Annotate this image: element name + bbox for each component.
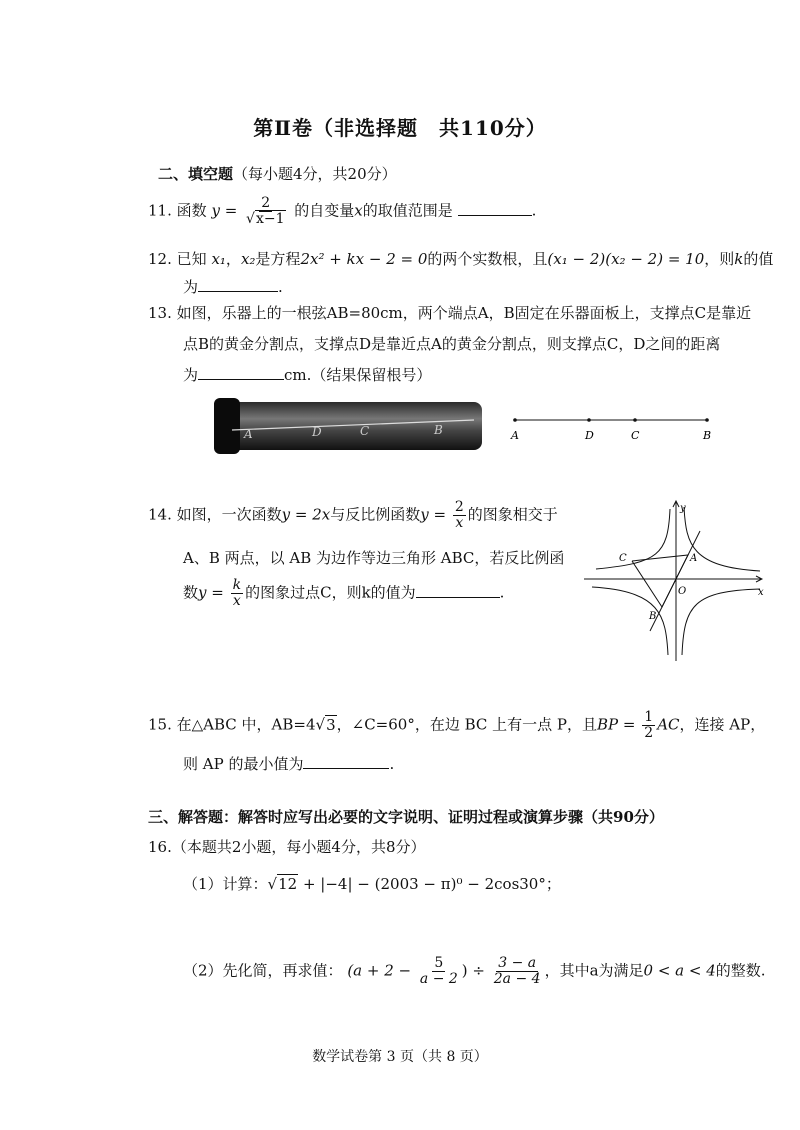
q12-answer-blank[interactable]: [198, 277, 278, 292]
q12-number: 12.: [148, 250, 172, 268]
question-13: [148, 302, 751, 323]
q16-p2-f2-den: 2a − 4: [493, 971, 541, 987]
q14-frac2-num: k: [232, 577, 242, 593]
instrument-photo: [212, 392, 487, 462]
q14-text-a: 如图，一次函数: [176, 505, 282, 524]
q16-p2-fraction-1: [418, 956, 460, 987]
q16-part-2: [183, 956, 766, 987]
q11-answer-blank[interactable]: [458, 201, 532, 216]
q14-y-eq-2: y =: [198, 583, 224, 602]
function-graph: [582, 495, 772, 665]
q16-p1-label: （1）计算：: [183, 875, 268, 893]
q15-frac-num: 1: [644, 709, 654, 725]
point-c: [633, 418, 637, 422]
segment-diagram: [505, 410, 725, 450]
q12-text-b: 是方程: [255, 250, 301, 268]
q16-p1-rest: + |−4| − (2003 − π)⁰ − 2cos30°；: [298, 875, 561, 893]
q16-p2-label: （2）先化简，再求值：: [183, 961, 343, 980]
q11-eq: =: [219, 201, 243, 220]
q15-fraction: [642, 710, 655, 741]
photo-label-d: D: [312, 425, 322, 439]
q15-end: .: [389, 755, 395, 773]
q14-text-b: 与反比例函数: [330, 505, 421, 524]
q14-line3-a: 数: [183, 583, 199, 602]
q15-ac: AC: [657, 715, 680, 734]
q16-part-1: （1）计算：√12 + |−4| − (2003 − π)⁰ − 2cos30°；: [183, 875, 561, 893]
q16-p2-f1-num: 5: [434, 955, 444, 971]
q16-note: （本题共2小题，每小题4分，共8分）: [171, 838, 426, 856]
q16-p2-fraction-2: [492, 956, 543, 987]
hyperbola-2-q3: [592, 587, 668, 655]
q16-p2-f1-den: a − 2: [419, 971, 458, 987]
q11-x: x: [354, 201, 363, 220]
q11-number: 11.: [148, 201, 172, 220]
q15-text-a: 在△ABC 中，AB=4: [176, 715, 316, 734]
photo-label-c: C: [360, 424, 370, 438]
q15-line2-text: 则 AP 的最小值为: [183, 755, 304, 773]
q16-p2-f2-num: 3 − a: [498, 955, 537, 971]
q11-frac-den: √x−1: [246, 211, 285, 227]
q13-answer-blank[interactable]: [198, 365, 284, 380]
q11-end: .: [531, 201, 537, 220]
triangle-abc: [632, 555, 688, 607]
page-footer: 数学试卷第 3 页（共 8 页）: [312, 1049, 488, 1065]
section-3-heading: 三、解答题：解答时应写出必要的文字说明、证明过程或演算步骤（共90分）: [148, 808, 664, 826]
q12-comma: ，: [225, 250, 241, 268]
q12-equation-2: (x₁ − 2)(x₂ − 2) = 10: [547, 250, 705, 268]
graph-label-c: C: [619, 553, 627, 564]
q11-y: y: [211, 201, 220, 220]
q13-line2: 点B的黄金分割点，支撑点D是靠近点A的黄金分割点，则支撑点C，D之间的距离: [183, 335, 721, 353]
q15-bp: BP =: [597, 715, 636, 734]
q11-text-pre: 函数: [176, 201, 207, 220]
q12-x1: x₁: [211, 250, 226, 268]
question-12: [148, 248, 773, 269]
graph-label-x: x: [758, 587, 764, 598]
q12-x2: x₂: [240, 250, 256, 268]
q12-text-a: 已知: [176, 250, 207, 268]
q15-line2: [183, 753, 394, 774]
q16-p2-b: ) ÷: [461, 961, 485, 980]
photo-label-b: B: [434, 423, 443, 437]
q11-text-post2: 的取值范围是: [362, 201, 453, 220]
q14-end: .: [499, 583, 505, 602]
hyperbola-k-q4: [682, 589, 760, 655]
section-2-note: （每小题4分，共20分）: [233, 165, 397, 183]
q14-text-c: 的图象相交于: [467, 505, 558, 524]
point-a: [513, 418, 517, 422]
q15-answer-blank[interactable]: [303, 754, 389, 769]
q14-fraction-1: [453, 500, 466, 531]
q16-p2-a: (a + 2 −: [347, 961, 412, 980]
q16-p2-d: 的整数.: [715, 961, 766, 980]
graph-label-a: A: [690, 553, 698, 564]
graph-label-origin: O: [678, 586, 687, 597]
section-2-title: 二、填空题: [158, 165, 234, 183]
q13-line1: 如图，乐器上的一根弦AB=80cm，两个端点A，B固定在乐器面板上，支撑点C是靠近: [176, 304, 752, 322]
q11-text-post: 的自变量: [294, 201, 355, 220]
q14-equation-1: y = 2x: [281, 505, 331, 524]
q16-p2-condition: 0 < a < 4: [643, 961, 716, 980]
q12-equation-1: 2x² + kx − 2 = 0: [300, 250, 428, 268]
q12-end: .: [278, 278, 283, 296]
q14-frac1-den: x: [455, 515, 464, 531]
q12-text-c: 的两个实数根，且: [427, 250, 548, 268]
q15-frac-den: 2: [644, 725, 654, 741]
segment-label-d: D: [585, 429, 594, 442]
q14-y-eq: y =: [420, 505, 447, 524]
q14-line2: A、B 两点，以 AB 为边作等边三角形 ABC，若反比例函: [183, 549, 565, 567]
q16-number: 16.: [148, 838, 172, 856]
q13-line3-pre: 为: [183, 366, 199, 384]
q15-text-b: ，∠C=60°，在边 BC 上有一点 P，且: [336, 715, 598, 734]
instrument-end: [214, 398, 240, 454]
q12-text-d: ，则: [704, 250, 735, 268]
q11-sqrt-content: x−1: [255, 211, 285, 227]
point-d: [587, 418, 591, 422]
q13-line3: [183, 364, 431, 385]
point-b: [705, 418, 709, 422]
question-16: [148, 836, 426, 857]
q11-fraction: [244, 196, 287, 227]
q15-text-c: ，连接 AP，: [679, 715, 766, 734]
q14-line3: [183, 578, 504, 609]
question-15: 15. 在△ABC 中，AB=4√3，∠C=60°，在边 BC 上有一点 P，且BP = $\frac{1}{2}$ AC，连接 AP，: [148, 709, 766, 741]
segment-label-c: C: [631, 429, 640, 442]
q14-answer-blank[interactable]: [416, 583, 500, 598]
hyperbola-k-q2: [596, 509, 670, 569]
q12-k: k: [734, 250, 744, 268]
q14-line3-b: 的图象过点C，则k的值为: [245, 583, 416, 602]
q16-p1-sqrt: 12: [278, 875, 298, 893]
q15-sqrt3: 3: [326, 715, 336, 734]
q14-fraction-2: [231, 578, 243, 609]
q14-number: 14.: [148, 505, 172, 524]
section-2-heading: [158, 163, 397, 184]
q13-number: 13.: [148, 304, 172, 322]
question-11: [148, 196, 536, 227]
question-12-line-2: [183, 276, 283, 297]
photo-label-a: A: [244, 427, 253, 441]
question-14: [148, 500, 558, 531]
q15-number: 15.: [148, 715, 172, 734]
q16-p2-c: ，其中a为满足: [544, 961, 644, 980]
q12-text-e: 的值: [743, 250, 774, 268]
q11-frac-num: 2: [261, 195, 271, 211]
graph-label-b: B: [649, 611, 657, 622]
q14-frac2-den: x: [232, 593, 241, 609]
q13-line3-post: cm.（结果保留根号）: [284, 366, 432, 384]
q14-frac1-num: 2: [454, 499, 464, 515]
q12-line2-text: 为: [183, 278, 199, 296]
page-title: 第Ⅱ卷（非选择题 共110分）: [253, 116, 547, 140]
segment-label-b: B: [703, 429, 712, 442]
graph-label-y: y: [680, 503, 686, 514]
segment-label-a: A: [511, 429, 519, 442]
